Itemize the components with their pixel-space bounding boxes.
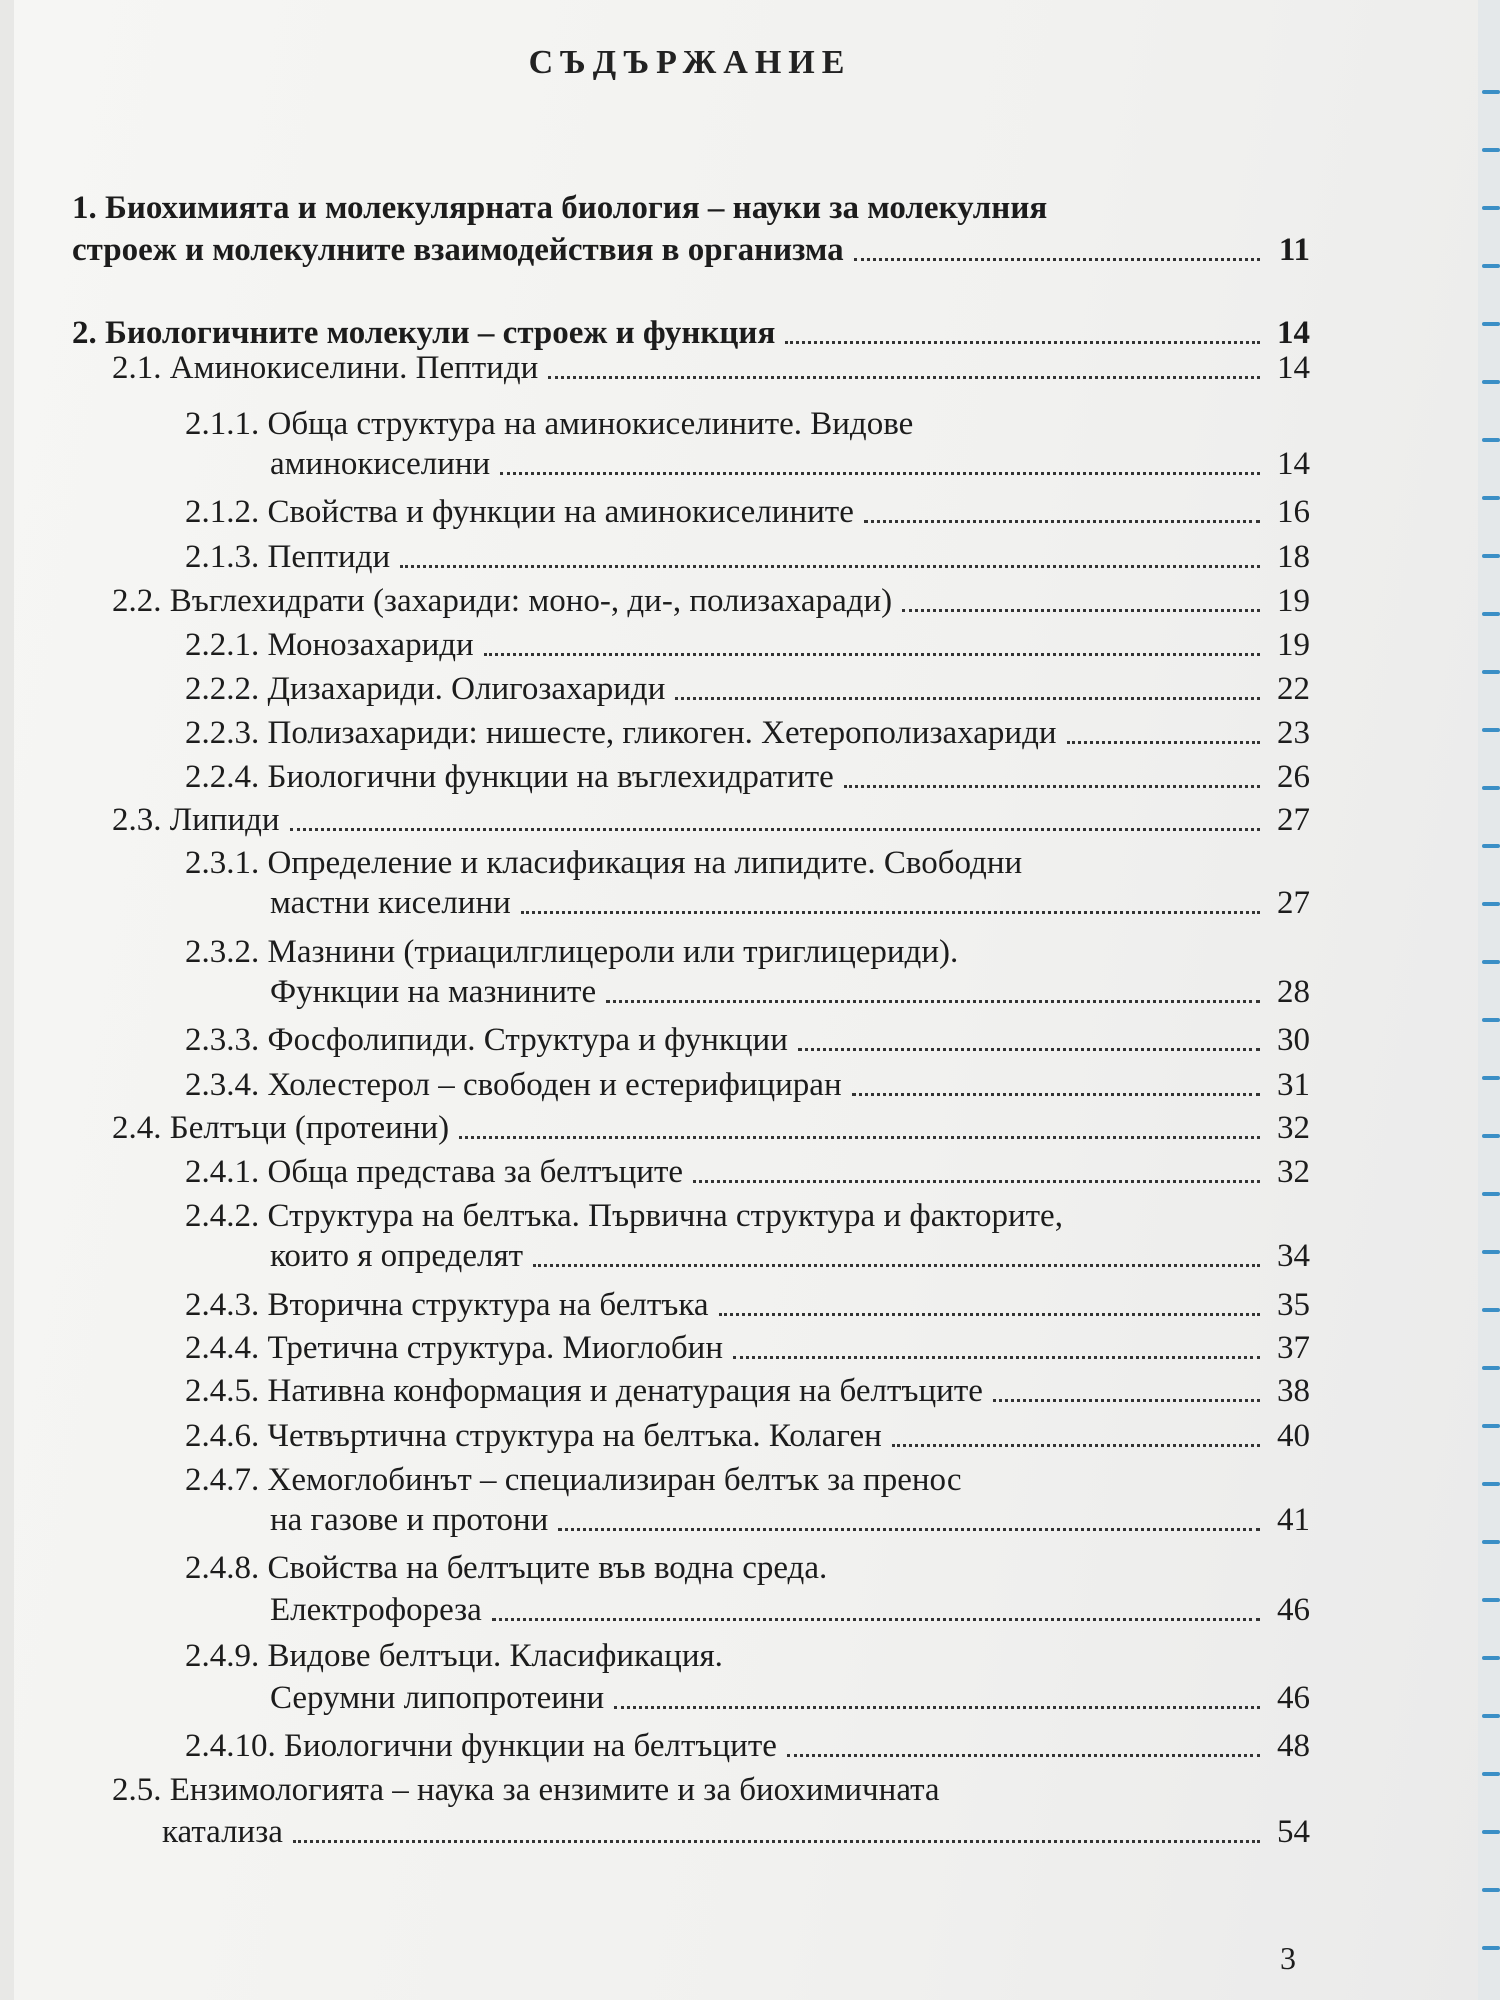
toc-entry-title: 2.3.1. Определение и класификация на липидите. Свободни <box>185 845 1023 881</box>
ruled-line-mark <box>1482 380 1500 384</box>
toc-page-number: 19 <box>1277 583 1310 619</box>
ruled-line-mark <box>1482 612 1500 616</box>
toc-line <box>72 313 1310 353</box>
ruled-line-mark <box>1482 90 1500 94</box>
previous-page-edge <box>0 0 14 2000</box>
toc-line <box>270 1500 1310 1540</box>
toc-entry-title: мастни киселини <box>270 885 511 921</box>
toc-page-number: 31 <box>1277 1067 1310 1103</box>
toc-line <box>185 1726 1310 1766</box>
ruled-line-mark <box>1482 206 1500 210</box>
ruled-line-mark <box>1482 844 1500 848</box>
toc-entry-title: 2.2.2. Дизахариди. Олигозахариди <box>185 671 666 707</box>
ruled-line-mark <box>1482 1018 1500 1022</box>
toc-page-number: 22 <box>1277 671 1310 707</box>
toc-line <box>112 1770 1310 1810</box>
toc-line <box>185 492 1310 532</box>
dot-leader <box>533 1264 1260 1267</box>
toc-line <box>185 669 1310 709</box>
toc-line <box>72 188 1310 228</box>
toc-entry-title: Серумни липопротеини <box>270 1680 605 1716</box>
toc-line <box>112 348 1310 388</box>
ruled-line-mark <box>1482 1482 1500 1486</box>
ruled-line-mark <box>1482 1308 1500 1312</box>
dot-leader <box>400 565 1260 568</box>
ruled-line-mark <box>1482 1772 1500 1776</box>
toc-line <box>185 1285 1310 1325</box>
dot-leader <box>787 1754 1260 1757</box>
toc-line <box>185 713 1310 753</box>
toc-line <box>270 1678 1310 1718</box>
toc-entry-title: които я определят <box>270 1238 524 1274</box>
ruled-line-mark <box>1482 786 1500 790</box>
toc-entry-title: на газове и протони <box>270 1502 549 1538</box>
toc-page-number: 14 <box>1277 446 1310 482</box>
toc-page-number: 37 <box>1277 1330 1310 1366</box>
dot-leader <box>500 472 1260 475</box>
dot-leader <box>290 828 1260 831</box>
page-title: СЪДЪРЖАНИЕ <box>528 44 852 81</box>
toc-entry-title: 2.4.1. Обща представа за белтъците <box>185 1154 684 1190</box>
dot-leader <box>293 1840 1260 1843</box>
toc-page-number: 18 <box>1277 539 1310 575</box>
toc-entry-title: Електрофореза <box>270 1592 482 1628</box>
ruled-line-mark <box>1482 1656 1500 1660</box>
dot-leader <box>902 609 1260 612</box>
ruled-line-mark <box>1482 1192 1500 1196</box>
ruled-line-mark <box>1482 1888 1500 1892</box>
page-number: 3 <box>1280 1940 1296 1976</box>
dot-leader <box>459 1136 1260 1139</box>
toc-entry-title: 2.3. Липиди <box>112 802 280 838</box>
toc-page-number: 11 <box>1278 232 1310 268</box>
toc-line <box>112 1108 1310 1148</box>
toc-line <box>185 1152 1310 1192</box>
toc-entry-title: Функции на мазнините <box>270 974 597 1010</box>
toc-line <box>185 1416 1310 1456</box>
dot-leader <box>675 697 1260 700</box>
toc-page-number: 38 <box>1277 1373 1310 1409</box>
dot-leader <box>844 785 1260 788</box>
ruled-line-mark <box>1482 1830 1500 1834</box>
next-page-edge <box>1478 0 1500 2000</box>
toc-page-number: 27 <box>1277 802 1310 838</box>
dot-leader <box>521 911 1260 914</box>
toc-page-number: 46 <box>1277 1680 1310 1716</box>
toc-entry-title: 2.2.1. Монозахариди <box>185 627 474 663</box>
dot-leader <box>864 520 1260 523</box>
toc-entry-title: 2.4.7. Хемоглобинът – специализиран белтък за пренос <box>185 1462 962 1498</box>
toc-line <box>185 932 1310 972</box>
toc-entry-title: катализа <box>162 1814 283 1850</box>
dot-leader <box>548 376 1260 379</box>
toc-line <box>112 581 1310 621</box>
toc-page-number: 48 <box>1277 1728 1310 1764</box>
dot-leader <box>892 1444 1260 1447</box>
toc-entry-title: 2.2.4. Биологични функции на въглехидратите <box>185 759 834 795</box>
toc-line <box>270 1236 1310 1276</box>
toc-entry-title: 2.4.4. Третична структура. Миоглобин <box>185 1330 723 1366</box>
toc-page-number: 30 <box>1277 1022 1310 1058</box>
toc-line <box>270 972 1310 1012</box>
toc-entry-title: 2.2. Въглехидрати (захариди: моно-, ди-, полизахаради) <box>112 583 893 619</box>
dot-leader <box>1067 741 1260 744</box>
toc-page-number: 54 <box>1277 1814 1310 1850</box>
toc-line <box>270 1590 1310 1630</box>
toc-entry-title: 2.3.2. Мазнини (триацилглицероли или триглицериди). <box>185 934 959 970</box>
toc-line <box>185 537 1310 577</box>
toc-page-number: 23 <box>1277 715 1310 751</box>
ruled-line-mark <box>1482 322 1500 326</box>
toc-entry-title: 1. Биохимията и молекулярната биология – науки за молекулния <box>72 190 1048 226</box>
toc-page-number: 14 <box>1277 350 1310 386</box>
dot-leader <box>854 258 1260 261</box>
toc-line <box>185 1196 1310 1236</box>
ruled-line-mark <box>1482 1076 1500 1080</box>
toc-entry-title: 2.2.3. Полизахариди: нишесте, гликоген. Хетерополизахариди <box>185 715 1057 751</box>
toc-page-number: 41 <box>1277 1502 1310 1538</box>
ruled-line-mark <box>1482 148 1500 152</box>
ruled-line-mark <box>1482 902 1500 906</box>
toc-line <box>185 1548 1310 1588</box>
dot-leader <box>798 1048 1260 1051</box>
toc-page-number: 26 <box>1277 759 1310 795</box>
toc-page-number: 35 <box>1277 1287 1310 1323</box>
toc-line <box>185 1328 1310 1368</box>
toc-entry-title: 2.1.2. Свойства и функции на аминокиселините <box>185 494 854 530</box>
toc-page-number: 27 <box>1277 885 1310 921</box>
toc-line <box>185 1065 1310 1105</box>
toc-line <box>185 1636 1310 1676</box>
toc-entry-title: 2.3.3. Фосфолипиди. Структура и функции <box>185 1022 788 1058</box>
ruled-line-mark <box>1482 1598 1500 1602</box>
toc-page-number: 32 <box>1277 1154 1310 1190</box>
toc-page-number: 28 <box>1277 974 1310 1010</box>
toc-entry-title: 2.4.6. Четвъртична структура на белтъка. Колаген <box>185 1418 882 1454</box>
dot-leader <box>785 341 1260 344</box>
toc-entry-title: 2.5. Ензимологията – наука за ензимите и за биохимичната <box>112 1772 940 1808</box>
toc-page-number: 19 <box>1277 627 1310 663</box>
toc-page-number: 16 <box>1277 494 1310 530</box>
toc-entry-title: 2.4.5. Нативна конформация и денатурация на белтъците <box>185 1373 983 1409</box>
toc-entry-title: аминокиселини <box>270 446 491 482</box>
dot-leader <box>852 1093 1260 1096</box>
ruled-line-mark <box>1482 670 1500 674</box>
toc-entry-title: 2.1. Аминокиселини. Пептиди <box>112 350 539 386</box>
dot-leader <box>733 1356 1260 1359</box>
toc-line <box>185 404 1310 444</box>
toc-line <box>112 800 1310 840</box>
ruled-line-mark <box>1482 1366 1500 1370</box>
toc-entry-title: 2.3.4. Холестерол – свободен и естерифициран <box>185 1067 842 1103</box>
dot-leader <box>484 653 1260 656</box>
ruled-line-mark <box>1482 264 1500 268</box>
toc-entry-title: 2.1.3. Пептиди <box>185 539 391 575</box>
toc-entry-title: строеж и молекулните взаимодействия в организма <box>72 232 844 268</box>
toc-page-number: 46 <box>1277 1592 1310 1628</box>
toc-line <box>270 883 1310 923</box>
toc-entry-title: 2.4.9. Видове белтъци. Класификация. <box>185 1638 723 1674</box>
toc-entry-title: 2.4.2. Структура на белтъка. Първична структура и факторите, <box>185 1198 1063 1234</box>
toc-entry-title: 2.1.1. Обща структура на аминокиселините. Видове <box>185 406 914 442</box>
ruled-line-mark <box>1482 1250 1500 1254</box>
toc-line <box>270 444 1310 484</box>
toc-entry-title: 2.4. Белтъци (протеини) <box>112 1110 450 1146</box>
toc-line <box>185 625 1310 665</box>
dot-leader <box>606 1000 1260 1003</box>
toc-line <box>185 1371 1310 1411</box>
toc-page-number: 34 <box>1277 1238 1310 1274</box>
toc-line <box>185 1020 1310 1060</box>
toc-page-number: 14 <box>1277 315 1310 351</box>
ruled-line-mark <box>1482 1946 1500 1950</box>
toc-line <box>185 1460 1310 1500</box>
ruled-line-mark <box>1482 960 1500 964</box>
toc-entry-title: 2.4.10. Биологични функции на белтъците <box>185 1728 777 1764</box>
toc-entry-title: 2.4.8. Свойства на белтъците във водна среда. <box>185 1550 828 1586</box>
toc-entry-title: 2. Биологичните молекули – строеж и функция <box>72 315 776 351</box>
toc-entry-title: 2.4.3. Вторична структура на белтъка <box>185 1287 709 1323</box>
dot-leader <box>993 1399 1260 1402</box>
dot-leader <box>558 1528 1260 1531</box>
toc-line <box>72 230 1310 270</box>
ruled-line-mark <box>1482 1134 1500 1138</box>
toc-line <box>185 757 1310 797</box>
dot-leader <box>614 1706 1260 1709</box>
ruled-line-mark <box>1482 1540 1500 1544</box>
ruled-line-mark <box>1482 728 1500 732</box>
ruled-line-mark <box>1482 496 1500 500</box>
toc-page-number: 40 <box>1277 1418 1310 1454</box>
toc-page-number: 32 <box>1277 1110 1310 1146</box>
dot-leader <box>719 1313 1260 1316</box>
ruled-line-mark <box>1482 438 1500 442</box>
toc-line <box>185 843 1310 883</box>
ruled-line-mark <box>1482 1424 1500 1428</box>
toc-line <box>162 1812 1310 1852</box>
dot-leader <box>693 1180 1260 1183</box>
ruled-line-mark <box>1482 1714 1500 1718</box>
ruled-line-mark <box>1482 554 1500 558</box>
dot-leader <box>492 1618 1260 1621</box>
